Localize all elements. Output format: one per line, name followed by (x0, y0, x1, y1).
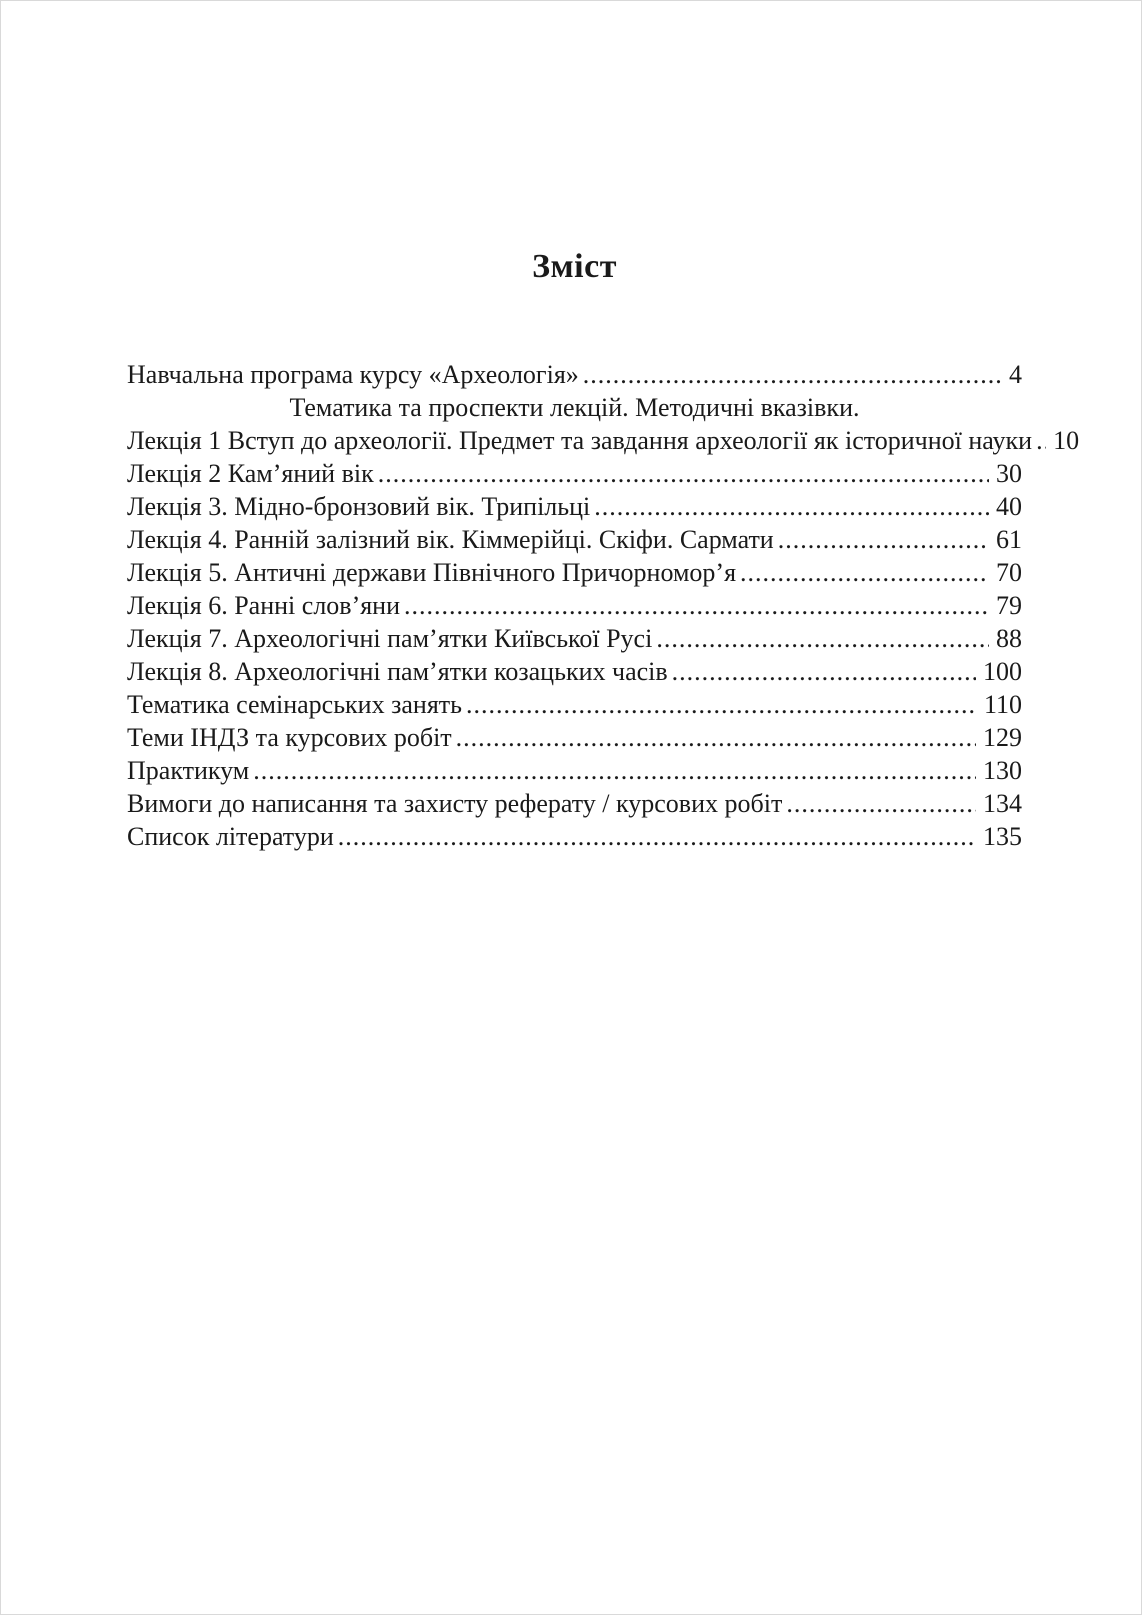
dot-leader (672, 655, 976, 688)
toc-entry (127, 556, 1022, 589)
dot-leader (456, 721, 976, 754)
toc-entry (127, 523, 1022, 556)
dot-leader (378, 457, 989, 490)
toc-entry-label: Лекція 1 Вступ до археології. Предмет та завдання археології як історичної науки (127, 426, 1033, 455)
toc-entry (127, 589, 1022, 622)
toc-entry (127, 358, 1022, 391)
toc-entry (127, 754, 1022, 787)
toc-entry-label: Лекція 7. Археологічні пам’ятки Київської Русі (127, 624, 653, 653)
toc-section-heading-label: Тематика та проспекти лекцій. Методичні вказівки. (289, 393, 860, 422)
toc-section-heading (127, 391, 1022, 424)
dot-leader (338, 820, 976, 853)
toc-entry-page: 110 (983, 690, 1022, 719)
dot-leader (786, 787, 976, 820)
toc-entry-label: Лекція 6. Ранні слов’яни (127, 591, 401, 620)
dot-leader (583, 358, 1002, 391)
toc-entry-page: 134 (983, 789, 1022, 818)
toc-entry-page: 88 (996, 624, 1022, 653)
toc-entry-label: Лекція 3. Мідно-бронзовий вік. Трипільці (127, 492, 591, 521)
toc-entry (127, 721, 1022, 754)
toc-entry-page: 135 (983, 822, 1022, 851)
toc-entry-page: 70 (996, 558, 1022, 587)
toc-entry (127, 655, 1022, 688)
toc-entry-label: Вимоги до написання та захисту реферату / курсових робіт (127, 789, 783, 818)
toc-entry (127, 622, 1022, 655)
toc-entry-label: Навчальна програма курсу «Археологія» (127, 360, 579, 389)
toc-entry-label: Практикум (127, 756, 250, 785)
toc-entry-page: 130 (983, 756, 1022, 785)
toc-entry (127, 787, 1022, 820)
toc-entry (127, 457, 1022, 490)
dot-leader (466, 688, 977, 721)
toc-entry-page: 30 (996, 459, 1022, 488)
toc-entry-label: Лекція 8. Археологічні пам’ятки козацьких часів (127, 657, 668, 686)
dot-leader (253, 754, 976, 787)
toc-entry-page: 100 (983, 657, 1022, 686)
dot-leader (656, 622, 989, 655)
toc-entry (127, 820, 1022, 853)
table-of-contents (127, 358, 1080, 853)
toc-entry-page: 79 (996, 591, 1022, 620)
toc-entry-label: Лекція 4. Ранній залізний вік. Кіммерійці. Скіфи. Сармати (127, 525, 774, 554)
dot-leader (594, 490, 989, 523)
toc-entry-label: Лекція 5. Античні держави Північного Причорномор’я (127, 558, 737, 587)
dot-leader (1036, 424, 1046, 457)
toc-entry-page: 10 (1053, 426, 1080, 455)
toc-entry-label: Лекція 2 Кам’яний вік (127, 459, 374, 488)
toc-entry-label: Список літератури (127, 822, 334, 851)
toc-entry-label: Тематика семінарських занять (127, 690, 463, 719)
dot-leader (740, 556, 989, 589)
toc-entry-label: Теми ІНДЗ та курсових робіт (127, 723, 452, 752)
toc-entry-page: 40 (996, 492, 1022, 521)
dot-leader (404, 589, 989, 622)
page-title: Зміст (532, 248, 617, 285)
toc-entry (127, 424, 1080, 457)
toc-entry-page: 4 (1009, 360, 1022, 389)
dot-leader (778, 523, 989, 556)
toc-entry-page: 129 (983, 723, 1022, 752)
toc-entry (127, 688, 1022, 721)
toc-entry (127, 490, 1022, 523)
toc-entry-page: 61 (996, 525, 1022, 554)
